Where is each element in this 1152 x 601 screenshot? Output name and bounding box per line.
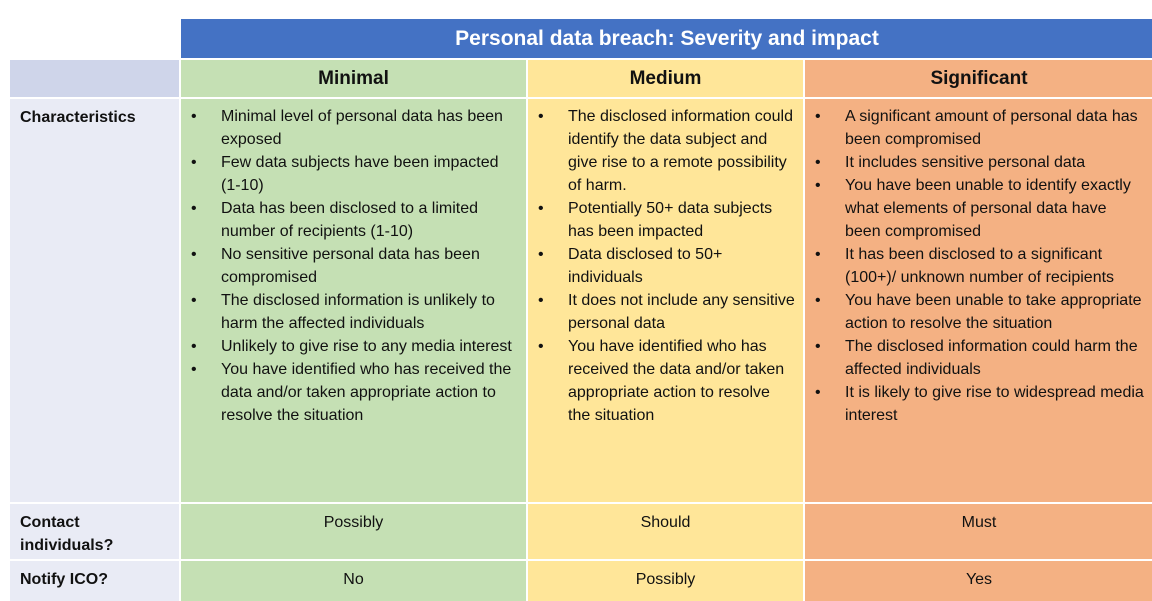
list-item: • The disclosed information could identify the data subject and give rise to a remote possibility of harm. (538, 105, 795, 197)
row-label-header (10, 60, 179, 97)
list-item: • Data disclosed to 50+ individuals (538, 243, 795, 289)
blank-corner (10, 19, 179, 58)
severity-impact-table (10, 19, 1149, 597)
list-item: • You have been unable to identify exactly what elements of personal data have been compromised (815, 174, 1145, 243)
row-label-notify-ico: Notify ICO? (10, 561, 179, 601)
list-item: • You have identified who has received the data and/or taken appropriate action to resolve the situation (538, 335, 795, 427)
contact-medium: Should (528, 504, 803, 559)
column-header-minimal: Minimal (181, 60, 526, 97)
list-item: • It has been disclosed to a significant (100+)/ unknown number of recipients (815, 243, 1145, 289)
column-header-significant: Significant (805, 60, 1152, 97)
list-item: • It is likely to give rise to widespread media interest (815, 381, 1145, 427)
contact-significant: Must (805, 504, 1152, 559)
list-item: • A significant amount of personal data has been compromised (815, 105, 1145, 151)
table-title: Personal data breach: Severity and impact (181, 19, 1152, 58)
list-item: • Minimal level of personal data has been exposed (191, 105, 518, 151)
list-item: • Unlikely to give rise to any media interest (191, 335, 518, 358)
notify-significant: Yes (805, 561, 1152, 601)
list-item: • It does not include any sensitive personal data (538, 289, 795, 335)
list-item: • The disclosed information is unlikely to harm the affected individuals (191, 289, 518, 335)
characteristics-minimal (181, 99, 526, 502)
list-item: • It includes sensitive personal data (815, 151, 1145, 174)
list-item: • You have identified who has received the data and/or taken appropriate action to resolve the situation (191, 358, 518, 427)
list-item: • Potentially 50+ data subjects has been impacted (538, 197, 795, 243)
list-item: • The disclosed information could harm the affected individuals (815, 335, 1145, 381)
list-item: • Few data subjects have been impacted (1-10) (191, 151, 518, 197)
characteristics-significant (805, 99, 1152, 502)
row-label-characteristics: Characteristics (10, 99, 179, 502)
list-item: • You have been unable to take appropriate action to resolve the situation (815, 289, 1145, 335)
notify-minimal: No (181, 561, 526, 601)
column-header-medium: Medium (528, 60, 803, 97)
list-item: • No sensitive personal data has been compromised (191, 243, 518, 289)
contact-minimal: Possibly (181, 504, 526, 559)
list-item: • Data has been disclosed to a limited number of recipients (1-10) (191, 197, 518, 243)
row-label-contact-individuals: Contact individuals? (10, 504, 179, 559)
characteristics-medium (528, 99, 803, 502)
notify-medium: Possibly (528, 561, 803, 601)
